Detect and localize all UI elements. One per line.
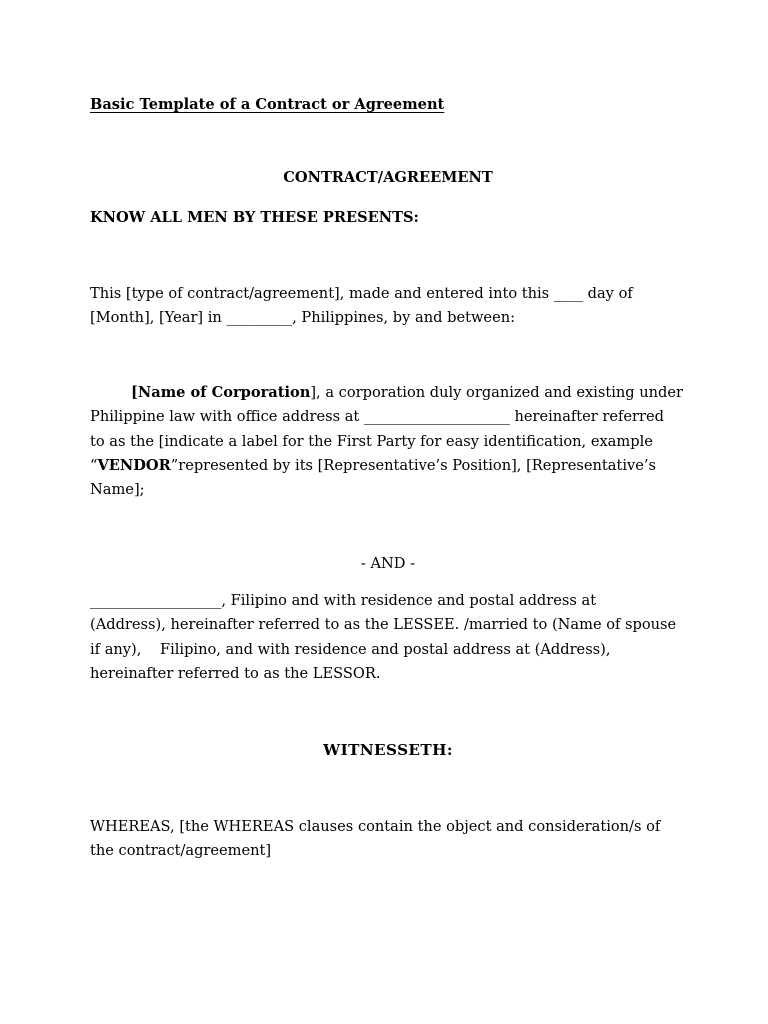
first-party-line: Name];: [90, 481, 145, 499]
first-party-text: ”represented by its [Representative’s Position], [Representative’s: [170, 456, 656, 474]
and-separator: - AND -: [360, 555, 416, 572]
second-party-line: if any), Filipino, and with residence and postal address at (Address),: [90, 640, 611, 658]
first-party-line: Philippine law with office address at ____________________ hereinafter referred: [90, 408, 664, 426]
contract-title: CONTRACT/AGREEMENT: [283, 169, 493, 186]
first-party-line: [90, 454, 680, 478]
whereas-line: WHEREAS, [the WHEREAS clauses contain the object and consideration/s of: [90, 818, 661, 835]
whereas-paragraph: [90, 815, 680, 864]
first-party-text: ], a corporation duly organized and existing under: [310, 384, 684, 401]
first-party-paragraph: [90, 381, 684, 502]
intro-line: This [type of contract/agreement], made and entered into this ____ day of: [90, 285, 633, 302]
whereas-line: the contract/agreement]: [90, 842, 272, 860]
preamble: KNOW ALL MEN BY THESE PRESENTS:: [90, 209, 419, 226]
first-party-line: to as the [indicate a label for the First Party for easy identification, example: [90, 432, 653, 450]
intro-line: [Month], [Year] in _________, Philippines, by and between:: [90, 309, 516, 327]
witnesseth-heading: WITNESSETH:: [323, 741, 453, 759]
corporation-name-placeholder: [Name of Corporation: [131, 384, 311, 401]
intro-paragraph: [90, 282, 680, 331]
first-party-line: [90, 381, 684, 405]
second-party-line: (Address), hereinafter referred to as the LESSEE. /married to (Name of spouse: [90, 616, 677, 634]
vendor-label: VENDOR: [97, 456, 171, 474]
second-party-line: hereinafter referred to as the LESSOR.: [90, 664, 381, 682]
open-quote: “: [90, 456, 98, 474]
document-heading: Basic Template of a Contract or Agreement: [90, 96, 445, 113]
second-party-line: __________________, Filipino and with residence and postal address at: [90, 592, 597, 609]
second-party-paragraph: [90, 589, 680, 686]
